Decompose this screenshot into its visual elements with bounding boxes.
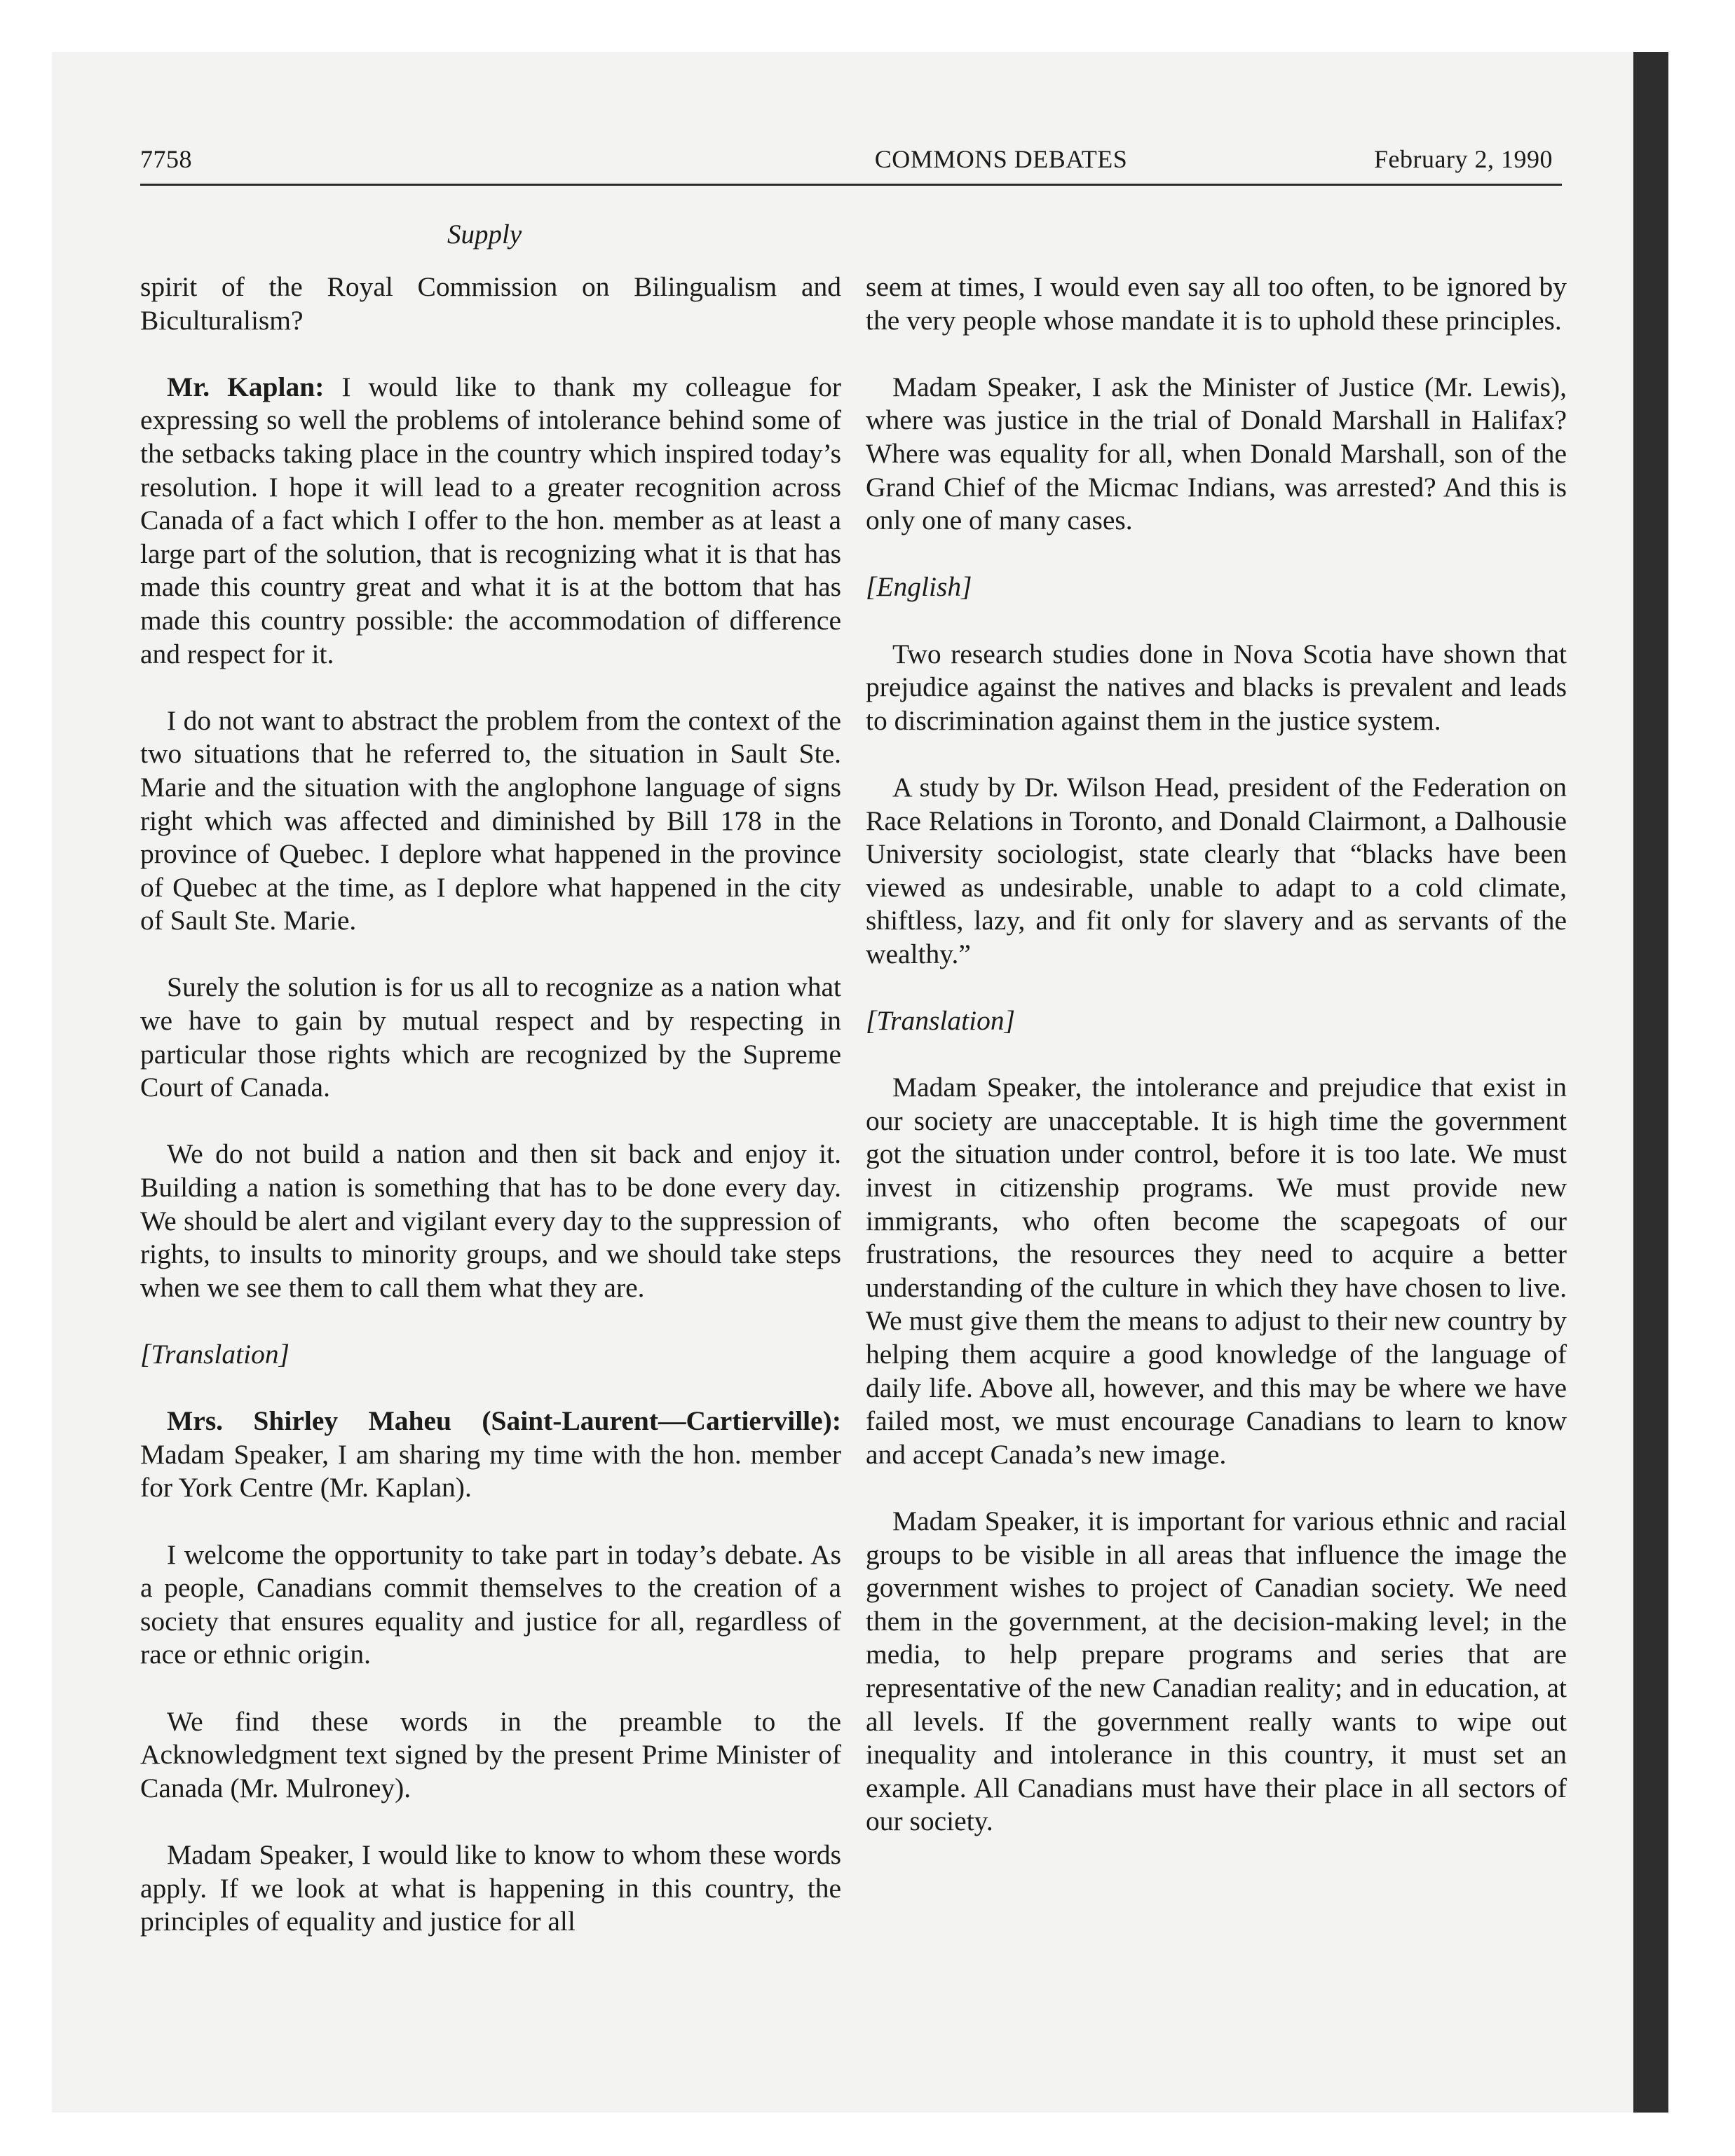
body-paragraph: A study by Dr. Wilson Head, president of the Federation on Race Relations in Toronto, and Donald Clairmont, a Dalhousie University sociologist, state clearly that “blacks have been viewed as undesirable, unable to adapt to a cold climate, shiftless, lazy, and fit only for slavery and as servants of the wealthy.” <box>866 771 1567 969</box>
body-paragraph: Madam Speaker, it is important for various ethnic and racial groups to be visible in all areas that influence the image the government wishes to project of Canadian society. We need them in the government, at the decision-making level; in the media, to help prepare programs and series that are representative of the new Canadian reality; and in education, at all levels. If the government really wants to wipe out inequality and intolerance in this country, it must set an example. All Canadians must have their place in all sectors of our society. <box>866 1505 1567 1837</box>
speech-paragraph <box>140 1405 841 1505</box>
body-paragraph: Madam Speaker, I would like to know to whom these words apply. If we look at what is happening in this country, the principles of equality and justice for all <box>140 1838 841 1937</box>
body-paragraph: We do not build a nation and then sit back and enjoy it. Building a nation is something that has to be done every day. We should be alert and vigilant every day to the suppression of rights, to insults to minority groups, and we should take steps when we see them to call them what they are. <box>140 1138 841 1303</box>
publication-title: COMMONS DEBATES <box>874 145 1128 173</box>
right-column <box>866 271 1567 1872</box>
body-paragraph: seem at times, I would even say all too often, to be ignored by the very people whose mandate it is to uphold these principles. <box>866 271 1567 336</box>
body-paragraph: spirit of the Royal Commission on Bilingualism and Biculturalism? <box>140 271 841 336</box>
header-date: February 2, 1990 <box>1374 145 1553 173</box>
body-paragraph: I welcome the opportunity to take part in today’s debate. As a people, Canadians commit themselves to the creation of a society that ensures equality and justice for all, regardless of race or ethnic origin. <box>140 1538 841 1670</box>
body-paragraph: We find these words in the preamble to the Acknowledgment text signed by the present Prime Minister of Canada (Mr. Mulroney). <box>140 1705 841 1803</box>
header-rule <box>140 184 1562 186</box>
body-paragraph: Surely the solution is for us all to recognize as a nation what we have to gain by mutual respect and by respecting in particular those rights which are recognized by the Supreme Court of Canada. <box>140 971 841 1103</box>
speaker-name: Mr. Kaplan: <box>167 371 325 402</box>
speaker-name: Mrs. Shirley Maheu (Saint-Laurent—Cartierville): <box>167 1405 841 1437</box>
speech-text: Madam Speaker, I am sharing my time with the hon. member for York Centre (Mr. Kaplan). <box>140 1438 841 1503</box>
language-marker: [Translation] <box>140 1339 290 1370</box>
body-paragraph: Madam Speaker, I ask the Minister of Justice (Mr. Lewis), where was justice in the trial of Donald Marshall in Halifax? Where was equality for all, when Donald Marshall, son of the Grand Chief of the Micmac Indians, was arrested? And this is only one of many cases. <box>866 371 1567 536</box>
section-label: Supply <box>447 219 522 250</box>
body-paragraph: Madam Speaker, the intolerance and prejudice that exist in our society are unacceptable. It is high time the government got the situation under control, before it is too late. We must invest in citizenship programs. We must provide new immigrants, who often become the scapegoats of our frustrations, the resources they need to acquire a better understanding of the culture in which they have chosen to live. We must give them the means to adjust to their new country by helping them acquire a good knowledge of the language of daily life. Above all, however, and this may be where we have failed most, we must encourage Canadians to learn to know and accept Canada’s new image. <box>866 1072 1567 1470</box>
left-column <box>140 271 841 1972</box>
language-marker: [English] <box>866 571 972 603</box>
speech-text: I would like to thank my colleague for expressing so well the problems of intolerance behind some of the setbacks taking place in the country which inspired today’s resolution. I hope it will lead to a greater recognition across Canada of a fact which I offer to the hon. member as at least a large part of the solution, that is recognizing what it is that has made this country great and what it is at the bottom that has made this country possible: the accommodation of difference and respect for it. <box>140 371 841 669</box>
body-paragraph: I do not want to abstract the problem from the context of the two situations that he referred to, the situation in Sault Ste. Marie and the situation with the anglophone language of signs right which was affected and diminished by Bill 178 in the province of Quebec. I deplore what happened in the province of Quebec at the time, as I deplore what happened in the city of Sault Ste. Marie. <box>140 704 841 936</box>
speech-paragraph <box>140 371 841 671</box>
scan-dark-edge <box>1633 52 1668 2113</box>
body-paragraph: Two research studies done in Nova Scotia have shown that prejudice against the natives and blacks is prevalent and leads to discrimination against them in the justice system. <box>866 638 1567 736</box>
page-number: 7758 <box>140 145 192 173</box>
language-marker: [Translation] <box>866 1005 1015 1037</box>
